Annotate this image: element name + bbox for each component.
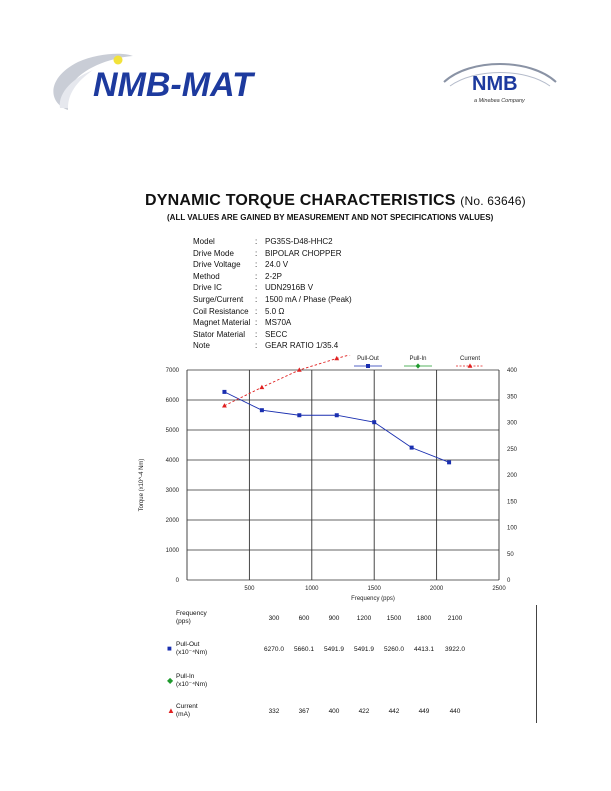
- series-line-current: [224, 355, 449, 406]
- data-point: [447, 460, 451, 464]
- legend-marker: [366, 364, 370, 368]
- spec-colon: :: [255, 237, 258, 246]
- spec-colon: :: [255, 306, 258, 316]
- table-cell: 332: [268, 708, 280, 715]
- spec-row: [193, 294, 352, 306]
- spec-key: Note: [193, 341, 210, 351]
- table-cell: 5491.9: [324, 646, 344, 653]
- spec-row: [193, 282, 352, 294]
- spec-value: 2-2P: [265, 271, 282, 281]
- torque-chart: [0, 355, 611, 605]
- table-legend-marker: ▲: [167, 706, 175, 715]
- data-point: [335, 413, 339, 417]
- spec-key: Model: [193, 237, 215, 246]
- spec-row: [193, 317, 352, 329]
- page-title: [145, 192, 526, 210]
- spec-key: Drive Mode: [193, 248, 234, 258]
- y-tick-label: 4000: [165, 458, 179, 464]
- spec-key: Magnet Material: [193, 318, 251, 328]
- spec-colon: :: [255, 329, 258, 339]
- spec-row: [193, 271, 352, 283]
- spec-colon: :: [255, 271, 258, 281]
- y2-tick-label: 0: [507, 578, 511, 584]
- spec-list: [193, 236, 352, 352]
- series-line-pull-out: [224, 392, 449, 462]
- data-point: [259, 385, 264, 389]
- legend-label: Pull-In: [409, 356, 427, 362]
- title-text: DYNAMIC TORQUE CHARACTERISTICS: [145, 192, 456, 209]
- table-cell: 6270.0: [264, 646, 284, 653]
- table-cell: 1200: [356, 615, 372, 622]
- spec-colon: :: [255, 294, 258, 304]
- table-cell: 449: [418, 708, 430, 715]
- table-cell: 3922.0: [445, 646, 465, 653]
- table-legend-marker: ◆: [167, 676, 174, 685]
- legend-marker: [468, 363, 473, 367]
- test-number: (No. 63646): [460, 194, 526, 208]
- y-tick-label: 1000: [165, 548, 179, 554]
- table-cell: 5260.0: [384, 646, 404, 653]
- nmb-logo: [440, 56, 560, 114]
- spec-row: [193, 340, 352, 352]
- spec-row: [193, 259, 352, 271]
- y2-tick-label: 100: [507, 525, 518, 532]
- subtitle: (ALL VALUES ARE GAINED BY MEASUREMENT AND NOT SPECIFICATIONS VALUES): [167, 213, 494, 222]
- x-tick-label: 2500: [492, 586, 506, 592]
- table-cell: 400: [328, 708, 340, 715]
- spec-key: Drive IC: [193, 283, 222, 293]
- spec-value: 5.0 Ω: [265, 306, 285, 316]
- x-axis-label: Frequency (pps): [351, 596, 395, 602]
- spec-value: SECC: [265, 329, 288, 339]
- spec-key: Surge/Current: [193, 294, 244, 304]
- table-cell: 1500: [386, 615, 402, 622]
- legend-label: Current: [459, 356, 481, 362]
- spec-key: Coil Resistance: [193, 306, 249, 316]
- table-cell: 1800: [416, 615, 432, 622]
- spec-value: PG35S-D48-HHC2: [265, 237, 333, 246]
- y2-tick-label: 250: [507, 446, 518, 453]
- spec-key: Drive Voltage: [193, 260, 241, 270]
- table-cell: 300: [268, 615, 280, 622]
- spec-colon: :: [255, 260, 258, 270]
- y2-tick-label: 300: [507, 420, 518, 427]
- data-point: [260, 408, 264, 412]
- table-cell: 2100: [447, 615, 463, 622]
- y2-tick-label: 400: [507, 368, 518, 374]
- y-tick-label: 0: [175, 578, 179, 584]
- table-cell: 422: [358, 708, 370, 715]
- x-tick-label: 500: [244, 586, 255, 592]
- data-point: [372, 420, 376, 424]
- table-legend-marker: ■: [167, 644, 172, 653]
- table-row-label: Pull-Out (x10⁻⁴Nm): [176, 641, 208, 656]
- x-tick-label: 1500: [367, 586, 381, 592]
- y-tick-label: 7000: [165, 368, 179, 374]
- y2-tick-label: 150: [507, 499, 518, 506]
- table-cell: 600: [298, 615, 310, 622]
- table-cell: 4413.1: [414, 646, 434, 653]
- y-tick-label: 3000: [165, 488, 179, 494]
- legend-marker: [416, 363, 421, 368]
- table-cell: 440: [449, 708, 461, 715]
- y-axis-label: Torque (x10^-4 Nm): [139, 458, 145, 512]
- table-cell: 442: [388, 708, 400, 715]
- spec-value: 24.0 V: [265, 260, 289, 270]
- data-point: [297, 413, 301, 417]
- spec-row: [193, 329, 352, 341]
- table-cell: 367: [298, 708, 310, 715]
- x-tick-label: 1000: [305, 586, 319, 592]
- spec-value: UDN2916B V: [265, 283, 314, 293]
- table-cell: 5660.1: [294, 646, 314, 653]
- spec-value: MS70A: [265, 318, 292, 328]
- table-row-label: Pull-In (x10⁻⁴Nm): [176, 673, 208, 688]
- table-cell: 5491.9: [354, 646, 374, 653]
- table-row-label: Current (mA): [176, 703, 198, 718]
- spec-value: GEAR RATIO 1/35.4: [265, 341, 339, 351]
- spec-row: [193, 306, 352, 318]
- nmb-mat-logo-text: NMB-MAT: [93, 66, 253, 104]
- data-point: [222, 390, 226, 394]
- table-divider: [536, 605, 537, 723]
- spec-colon: :: [255, 248, 258, 258]
- data-point: [410, 446, 414, 450]
- data-table: [167, 605, 540, 725]
- y2-tick-label: 350: [507, 394, 518, 401]
- y-tick-label: 2000: [165, 518, 179, 524]
- table-row-label: Frequency (pps): [176, 610, 207, 625]
- spec-value: 1500 mA / Phase (Peak): [265, 294, 352, 304]
- y2-tick-label: 200: [507, 473, 518, 479]
- spec-colon: :: [255, 283, 258, 293]
- spec-row: [193, 248, 352, 260]
- spec-key: Method: [193, 271, 220, 281]
- y2-tick-label: 50: [507, 551, 514, 558]
- data-point: [297, 367, 302, 371]
- x-tick-label: 2000: [429, 586, 444, 592]
- nmb-mat-logo: [38, 48, 288, 118]
- spec-key: Stator Material: [193, 329, 246, 339]
- legend-label: Pull-Out: [357, 356, 379, 362]
- minebea-tagline: a Minebea Company: [474, 98, 525, 104]
- spec-row: [193, 236, 352, 248]
- y-tick-label: 5000: [165, 428, 179, 434]
- y-tick-label: 6000: [165, 398, 179, 404]
- table-cell: 900: [328, 615, 340, 622]
- spec-colon: :: [255, 318, 258, 328]
- spec-colon: :: [255, 341, 258, 351]
- nmb-logo-text: NMB: [472, 73, 518, 95]
- spec-value: BIPOLAR CHOPPER: [265, 248, 342, 258]
